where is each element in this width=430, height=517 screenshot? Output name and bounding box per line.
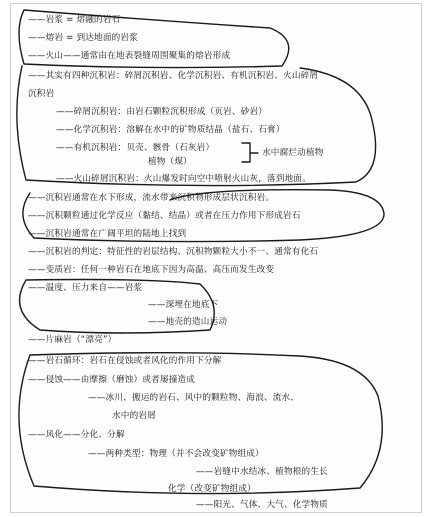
note-line-organic: ——有机沉积岩：贝壳、骸骨（石灰岩）	[56, 143, 215, 153]
note-line-heat-pressure: ——温度、压力来自——岩浆	[28, 283, 143, 293]
note-line-deep-burial: ——深埋在地底下	[148, 300, 219, 310]
note-line-pyroclastic: ——火山碎屑沉积岩：火山爆发时向空中喷射火山灰，落到地面。	[56, 174, 312, 184]
note-line-identification: ——沉积岩的判定：特征性的岩层结构、沉积物颗粒大小不一、通常有化石	[28, 247, 319, 257]
note-line-erosion: ——侵蚀——由摩擦（磨蚀）或者屡撞造成	[28, 375, 196, 385]
note-line-physical-examples: ——岩缝中水结冰、植物根的生长	[196, 467, 328, 477]
note-line-weathering: ——风化——分化、分解	[28, 430, 125, 440]
note-line-organic-plants: 植物（煤）	[148, 157, 192, 167]
note-line-orogeny: ——地壳的造山运动	[148, 317, 228, 327]
note-line-rotting-organisms: 水中腐烂动植物	[262, 148, 324, 158]
note-line-lava: ——熔岩 = 到达地面的岩浆	[28, 33, 138, 43]
note-line-metamorphic: ——变质岩：任何一种岩石在地底下因为高温、高压而发生改变	[28, 265, 275, 275]
note-line-flat-land: ——沉积岩通常在广阔平坦的陆地上找到	[28, 229, 187, 239]
note-line-magma: ——岩浆 = 熔融的岩石	[28, 15, 121, 25]
note-line-two-types: ——两种类型：物理（并不会改变矿物组成）	[88, 449, 264, 459]
note-line-underwater: ——沉积岩通常在水下形成，流水带来沉积物形成层状沉积岩。	[28, 193, 275, 203]
note-line-erosion-agents: ——冰川、搬运的岩石、风中的颗粒物、海浪、流水、	[88, 393, 300, 403]
note-line-erosion-agents-cont: 水中的岩屑	[112, 411, 156, 421]
note-line-gneiss: ——片麻岩（“漂亮”）	[28, 335, 117, 345]
note-line-particles: ——沉积颗粒通过化学反应（黏结、结晶）或者在压力作用下形成岩石	[28, 211, 301, 221]
note-line-four-types: ——其实有四种沉积岩：碎屑沉积岩、化学沉积岩、有机沉积岩、火山碎屑	[28, 71, 319, 81]
note-line-four-types-cont: 沉积岩	[28, 89, 55, 99]
note-line-chemical-type: 化学（改变矿物组成）	[168, 484, 256, 494]
brace-plant-animal	[242, 143, 258, 162]
note-line-volcano: ——火山——通常由在地表裂缝周围聚集的熔岩形成	[28, 51, 231, 61]
note-line-chemical-agents: ——阳光、气体、大气、化学物质	[196, 500, 328, 510]
note-line-chemical: ——化学沉积岩：溶解在水中的矿物质结晶（盐石、石膏）	[56, 125, 285, 135]
note-line-clastic: ——碎屑沉积岩：由岩石颗粒沉积形成（页岩、砂岩）	[56, 107, 268, 117]
note-line-rock-cycle: ——岩石循环：岩石在侵蚀或者风化的作用下分解	[28, 356, 222, 366]
